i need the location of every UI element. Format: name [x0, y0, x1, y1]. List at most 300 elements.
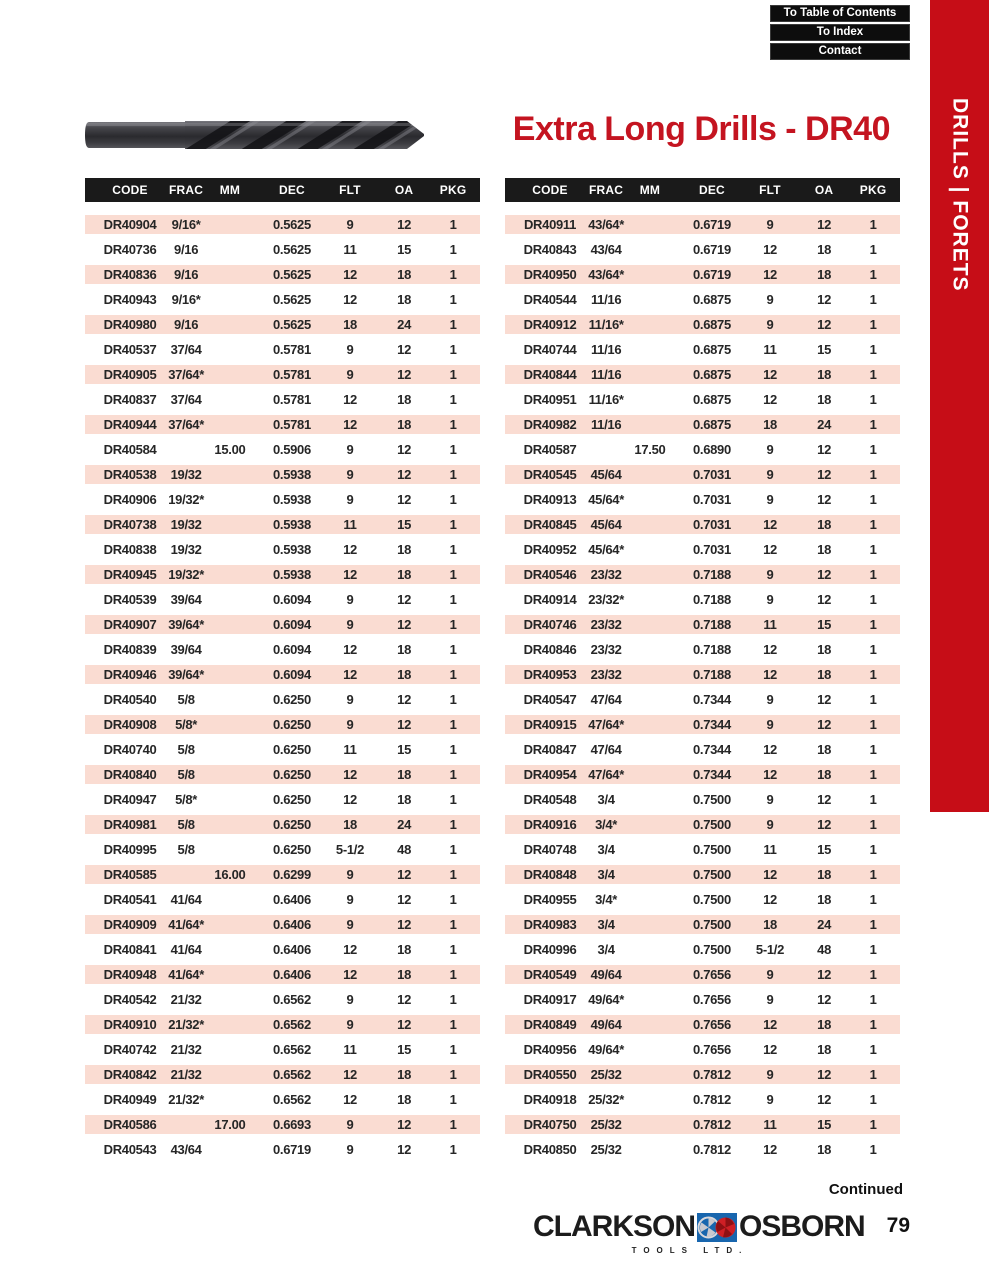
table-cell: 1: [869, 467, 877, 482]
table-cell: 12: [397, 867, 412, 882]
table-cell: 23/32: [590, 642, 622, 657]
table-cell: DR40947: [103, 792, 157, 807]
table-cell: 9: [766, 792, 774, 807]
table-cell: 1: [449, 617, 457, 632]
pdf-nav-buttons: [770, 5, 910, 60]
table-cell: 45/64*: [588, 492, 624, 507]
table-cell: 1: [869, 1042, 877, 1057]
table-cell: 1: [449, 242, 457, 257]
table-cell: 5-1/2: [755, 942, 785, 957]
table-cell: 15: [817, 1117, 832, 1132]
table-cell: DR40584: [103, 442, 157, 457]
table-row: [505, 412, 900, 437]
continued-label: Continued: [828, 1181, 903, 1198]
table-cell: 17.00: [214, 1117, 246, 1132]
table-cell: 18: [397, 417, 412, 432]
table-cell: 0.5781: [272, 417, 311, 432]
table-cell: 0.5781: [272, 367, 311, 382]
table-cell: 11: [763, 617, 777, 632]
logo-subtitle: TOOLS LTD.: [631, 1246, 749, 1255]
table-cell: 0.6875: [692, 367, 731, 382]
table-cell: 1: [869, 517, 877, 532]
page-number: 79: [886, 1214, 910, 1237]
table-cell: 1: [869, 817, 877, 832]
table-cell: 24: [397, 817, 412, 832]
table-cell: 12: [397, 367, 412, 382]
table-cell: DR40912: [523, 317, 577, 332]
table-cell: 41/64: [170, 942, 202, 957]
table-cell: 1: [449, 1117, 457, 1132]
table-cell: DR40954: [523, 767, 577, 782]
table-cell: 18: [397, 567, 412, 582]
table-cell: 49/64: [590, 1017, 622, 1032]
table-cell: 9: [766, 467, 774, 482]
table-cell: 12: [817, 967, 832, 982]
table-cell: 1: [449, 1142, 457, 1157]
table-cell: 1: [869, 842, 877, 857]
table-cell: 9: [346, 367, 354, 382]
table-row: [85, 512, 480, 537]
table-cell: 45/64: [590, 517, 622, 532]
table-cell: 12: [397, 692, 412, 707]
table-row: [505, 1062, 900, 1087]
table-row: [505, 912, 900, 937]
table-cell: DR40946: [103, 667, 157, 682]
table-row: [505, 512, 900, 537]
table-cell: 0.6719: [692, 267, 731, 282]
table-cell: 12: [343, 567, 357, 582]
table-cell: 48: [817, 942, 832, 957]
table-cell: 12: [763, 242, 777, 257]
table-cell: 19/32*: [168, 492, 204, 507]
table-cell: 23/32: [590, 567, 622, 582]
column-header: FRAC: [589, 183, 624, 197]
table-cell: 12: [817, 217, 832, 232]
table-cell: 11: [343, 242, 357, 257]
table-cell: 1: [449, 292, 457, 307]
table-cell: 1: [869, 417, 877, 432]
table-cell: 0.5625: [272, 267, 311, 282]
table-cell: 12: [817, 442, 832, 457]
table-row: [505, 562, 900, 587]
table-cell: 18: [817, 742, 832, 757]
table-cell: 12: [817, 992, 832, 1007]
table-cell: 12: [343, 642, 357, 657]
table-cell: 9: [766, 217, 774, 232]
table-row: [85, 337, 480, 362]
table-cell: 0.7344: [692, 742, 731, 757]
table-cell: 11/16*: [588, 392, 624, 407]
table-cell: DR40908: [103, 717, 157, 732]
table-cell: 12: [343, 417, 357, 432]
drill-table-right: [505, 178, 900, 1162]
table-cell: DR40850: [523, 1142, 577, 1157]
table-row: [85, 1037, 480, 1062]
table-cell: 12: [397, 342, 412, 357]
drill-bit-image: [85, 112, 425, 163]
table-cell: DR40544: [523, 292, 577, 307]
table-cell: 43/64: [170, 1142, 202, 1157]
table-cell: 19/32: [170, 542, 202, 557]
table-body: [85, 212, 480, 1162]
table-cell: 18: [343, 817, 357, 832]
contact-button[interactable]: Contact: [770, 43, 910, 60]
table-cell: 12: [397, 442, 412, 457]
table-cell: 16.00: [214, 867, 246, 882]
table-cell: 0.7500: [692, 867, 731, 882]
table-row: [85, 662, 480, 687]
table-row: [85, 1137, 480, 1162]
table-cell: 0.6406: [272, 917, 311, 932]
table-cell: 12: [343, 292, 357, 307]
table-cell: 1: [869, 617, 877, 632]
table-row: [85, 837, 480, 862]
table-row: [85, 687, 480, 712]
table-cell: DR40840: [103, 767, 157, 782]
table-cell: 9: [346, 992, 354, 1007]
table-cell: 1: [449, 592, 457, 607]
table-cell: 1: [869, 1017, 877, 1032]
table-row: [85, 487, 480, 512]
table-cell: 0.7656: [692, 992, 731, 1007]
table-cell: 1: [449, 742, 457, 757]
table-cell: 19/32: [170, 467, 202, 482]
table-cell: 0.6094: [272, 617, 311, 632]
table-cell: DR40547: [523, 692, 577, 707]
table-cell: DR40906: [103, 492, 157, 507]
table-row: [85, 387, 480, 412]
table-cell: 1: [869, 642, 877, 657]
table-cell: 0.6562: [272, 1092, 311, 1107]
table-cell: DR40945: [103, 567, 157, 582]
table-cell: 18: [763, 917, 777, 932]
table-cell: DR40548: [523, 792, 577, 807]
table-cell: 49/64*: [588, 1042, 624, 1057]
table-cell: 49/64*: [588, 992, 624, 1007]
table-cell: 0.6875: [692, 417, 731, 432]
table-cell: DR40907: [103, 617, 157, 632]
table-cell: DR40913: [523, 492, 577, 507]
table-cell: 5/8*: [175, 792, 198, 807]
table-cell: 1: [449, 917, 457, 932]
table-cell: 9: [346, 592, 354, 607]
table-row: [505, 662, 900, 687]
table-row: [85, 412, 480, 437]
table-cell: DR40587: [523, 442, 577, 457]
table-header: [85, 178, 480, 202]
table-cell: 47/64: [590, 742, 622, 757]
table-cell: 0.7344: [692, 692, 731, 707]
table-cell: DR40586: [103, 1117, 157, 1132]
table-cell: DR40748: [523, 842, 577, 857]
table-cell: 9: [766, 492, 774, 507]
table-row: [85, 287, 480, 312]
table-cell: 1: [869, 667, 877, 682]
table-row: [505, 287, 900, 312]
table-cell: 3/4*: [595, 892, 618, 907]
table-cell: 0.6693: [272, 1117, 311, 1132]
table-cell: 15: [817, 617, 832, 632]
table-cell: 39/64: [170, 592, 202, 607]
table-cell: 0.6250: [272, 792, 311, 807]
table-cell: 5-1/2: [335, 842, 365, 857]
table-cell: 11: [343, 742, 357, 757]
table-cell: 24: [817, 417, 832, 432]
table-cell: 11/16: [590, 367, 622, 382]
table-cell: 1: [869, 392, 877, 407]
table-cell: 1: [449, 392, 457, 407]
column-header: CODE: [112, 183, 148, 197]
table-cell: DR40996: [523, 942, 577, 957]
table-cell: 1: [449, 467, 457, 482]
table-cell: DR40943: [103, 292, 157, 307]
red-swirl-icon: [716, 1217, 736, 1237]
table-cell: 47/64*: [588, 717, 624, 732]
table-cell: DR40750: [523, 1117, 577, 1132]
table-row: [85, 862, 480, 887]
table-cell: 11/16: [590, 292, 622, 307]
table-cell: 5/8: [177, 742, 195, 757]
table-cell: 9: [766, 692, 774, 707]
table-cell: 18: [397, 792, 412, 807]
table-cell: 0.5781: [272, 342, 311, 357]
table-cell: DR40550: [523, 1067, 577, 1082]
table-cell: 21/32*: [168, 1092, 204, 1107]
table-cell: 12: [763, 642, 777, 657]
table-cell: 3/4: [597, 917, 615, 932]
table-cell: DR40845: [523, 517, 577, 532]
table-cell: 12: [763, 517, 777, 532]
table-cell: 0.6562: [272, 1067, 311, 1082]
table-row: [505, 387, 900, 412]
table-cell: 25/32: [590, 1117, 622, 1132]
table-row: [85, 362, 480, 387]
table-row: [505, 1087, 900, 1112]
table-cell: 9/16*: [171, 217, 201, 232]
table-cell: 18: [397, 942, 412, 957]
table-cell: DR40540: [103, 692, 157, 707]
table-row: [85, 262, 480, 287]
table-cell: DR40585: [103, 867, 157, 882]
table-cell: 12: [763, 867, 777, 882]
table-cell: 1: [449, 942, 457, 957]
table-row: [505, 1037, 900, 1062]
drill-bit-graphic: [85, 112, 425, 158]
to-table-of-contents-button[interactable]: To Table of Contents: [770, 5, 910, 22]
table-cell: DR40949: [103, 1092, 157, 1107]
table-cell: DR40951: [523, 392, 577, 407]
table-cell: 0.6094: [272, 642, 311, 657]
table-cell: 1: [449, 442, 457, 457]
table-cell: 45/64: [590, 467, 622, 482]
table-cell: 9/16*: [171, 292, 201, 307]
table-cell: 0.5906: [272, 442, 311, 457]
table-header: [505, 178, 900, 202]
table-row: [505, 887, 900, 912]
table-cell: 0.7812: [692, 1067, 731, 1082]
table-cell: 1: [449, 517, 457, 532]
table-cell: DR40918: [523, 1092, 577, 1107]
table-cell: 9: [346, 1117, 354, 1132]
table-cell: 39/64*: [168, 617, 204, 632]
table-cell: 23/32*: [588, 592, 624, 607]
table-cell: 0.6250: [272, 817, 311, 832]
section-tab: [930, 0, 989, 812]
table-cell: 0.5625: [272, 317, 311, 332]
table-cell: 1: [449, 342, 457, 357]
table-cell: 0.7188: [692, 592, 731, 607]
table-cell: 15.00: [214, 442, 246, 457]
table-cell: 0.7344: [692, 767, 731, 782]
table-cell: DR40952: [523, 542, 577, 557]
table-cell: 18: [397, 542, 412, 557]
table-cell: DR40746: [523, 617, 577, 632]
table-row: [505, 262, 900, 287]
table-cell: 48: [397, 842, 412, 857]
to-index-button[interactable]: To Index: [770, 24, 910, 41]
table-cell: 1: [869, 567, 877, 582]
table-cell: 9: [766, 717, 774, 732]
table-cell: DR40950: [523, 267, 577, 282]
table-cell: 47/64*: [588, 767, 624, 782]
column-header: MM: [639, 183, 661, 197]
column-header: MM: [219, 183, 241, 197]
table-cell: 21/32: [170, 1067, 202, 1082]
table-cell: 15: [817, 842, 832, 857]
table-cell: DR40537: [103, 342, 157, 357]
table-cell: 1: [449, 1067, 457, 1082]
table-cell: 12: [397, 467, 412, 482]
table-cell: 12: [343, 942, 357, 957]
table-cell: DR40917: [523, 992, 577, 1007]
table-cell: 3/4*: [595, 817, 618, 832]
table-cell: 18: [397, 967, 412, 982]
table-cell: DR40545: [523, 467, 577, 482]
table-cell: DR40905: [103, 367, 157, 382]
table-cell: 1: [869, 1092, 877, 1107]
column-header: OA: [814, 183, 834, 197]
table-cell: 9: [346, 717, 354, 732]
table-cell: 41/64*: [168, 917, 204, 932]
table-cell: DR40539: [103, 592, 157, 607]
column-header: PKG: [439, 183, 467, 197]
table-cell: 41/64: [170, 892, 202, 907]
table-cell: DR40541: [103, 892, 157, 907]
table-cell: 1: [869, 767, 877, 782]
column-header: DEC: [698, 183, 725, 197]
table-cell: 0.6875: [692, 292, 731, 307]
table-cell: 18: [343, 317, 357, 332]
table-cell: 0.7500: [692, 792, 731, 807]
table-cell: 0.6250: [272, 742, 311, 757]
table-cell: 1: [449, 692, 457, 707]
table-cell: 18: [397, 1067, 412, 1082]
table-cell: 9: [766, 967, 774, 982]
table-cell: 9: [346, 1017, 354, 1032]
table-cell: 1: [869, 692, 877, 707]
table-row: [505, 737, 900, 762]
table-cell: 1: [869, 1142, 877, 1157]
table-row: [505, 487, 900, 512]
table-cell: 12: [763, 667, 777, 682]
table-cell: 1: [869, 717, 877, 732]
table-cell: DR40910: [103, 1017, 157, 1032]
table-cell: DR40995: [103, 842, 157, 857]
table-cell: DR40944: [103, 417, 157, 432]
table-cell: 12: [817, 292, 832, 307]
table-cell: DR40948: [103, 967, 157, 982]
table-cell: 1: [869, 492, 877, 507]
table-cell: 0.6250: [272, 692, 311, 707]
table-cell: 1: [449, 892, 457, 907]
table-cell: 21/32: [170, 1042, 202, 1057]
table-cell: 11: [343, 1042, 357, 1057]
table-cell: 0.5938: [272, 492, 311, 507]
table-cell: 12: [397, 1142, 412, 1157]
table-cell: 0.6890: [692, 442, 731, 457]
table-row: [505, 787, 900, 812]
table-cell: 0.6250: [272, 767, 311, 782]
table-cell: 0.7500: [692, 817, 731, 832]
table-cell: DR40738: [103, 517, 157, 532]
table-cell: 18: [817, 1017, 832, 1032]
table-cell: 12: [817, 567, 832, 582]
table-cell: 15: [397, 517, 412, 532]
table-cell: 21/32*: [168, 1017, 204, 1032]
table-cell: 18: [817, 642, 832, 657]
table-row: [85, 462, 480, 487]
table-cell: 37/64*: [168, 417, 204, 432]
table-cell: 1: [449, 267, 457, 282]
table-cell: 12: [343, 267, 357, 282]
table-cell: 0.6562: [272, 1042, 311, 1057]
table-cell: 1: [869, 592, 877, 607]
table-cell: 0.6406: [272, 967, 311, 982]
table-cell: 1: [449, 717, 457, 732]
table-cell: 0.7656: [692, 1017, 731, 1032]
table-cell: DR40742: [103, 1042, 157, 1057]
table-cell: DR40841: [103, 942, 157, 957]
table-cell: 12: [817, 317, 832, 332]
table-cell: 12: [817, 792, 832, 807]
table-cell: 1: [869, 317, 877, 332]
logo-text-osborn: OSBORN: [739, 1210, 865, 1243]
table-cell: 9: [346, 492, 354, 507]
table-cell: 11: [763, 342, 777, 357]
table-cell: 1: [449, 667, 457, 682]
table-row: [85, 312, 480, 337]
table-cell: 9: [346, 442, 354, 457]
table-row: [85, 912, 480, 937]
table-cell: 12: [397, 592, 412, 607]
table-cell: 1: [449, 642, 457, 657]
table-cell: 18: [817, 1042, 832, 1057]
table-cell: 1: [449, 542, 457, 557]
table-cell: 1: [869, 242, 877, 257]
table-cell: 18: [817, 667, 832, 682]
table-cell: 9: [766, 317, 774, 332]
table-cell: 0.5625: [272, 242, 311, 257]
table-cell: 11: [343, 517, 357, 532]
table-cell: 1: [869, 217, 877, 232]
table-cell: 12: [817, 592, 832, 607]
column-header: FLT: [339, 183, 361, 197]
table-cell: 0.6406: [272, 892, 311, 907]
table-row: [505, 587, 900, 612]
table-cell: 1: [869, 292, 877, 307]
table-cell: 1: [449, 567, 457, 582]
table-cell: 0.6094: [272, 667, 311, 682]
